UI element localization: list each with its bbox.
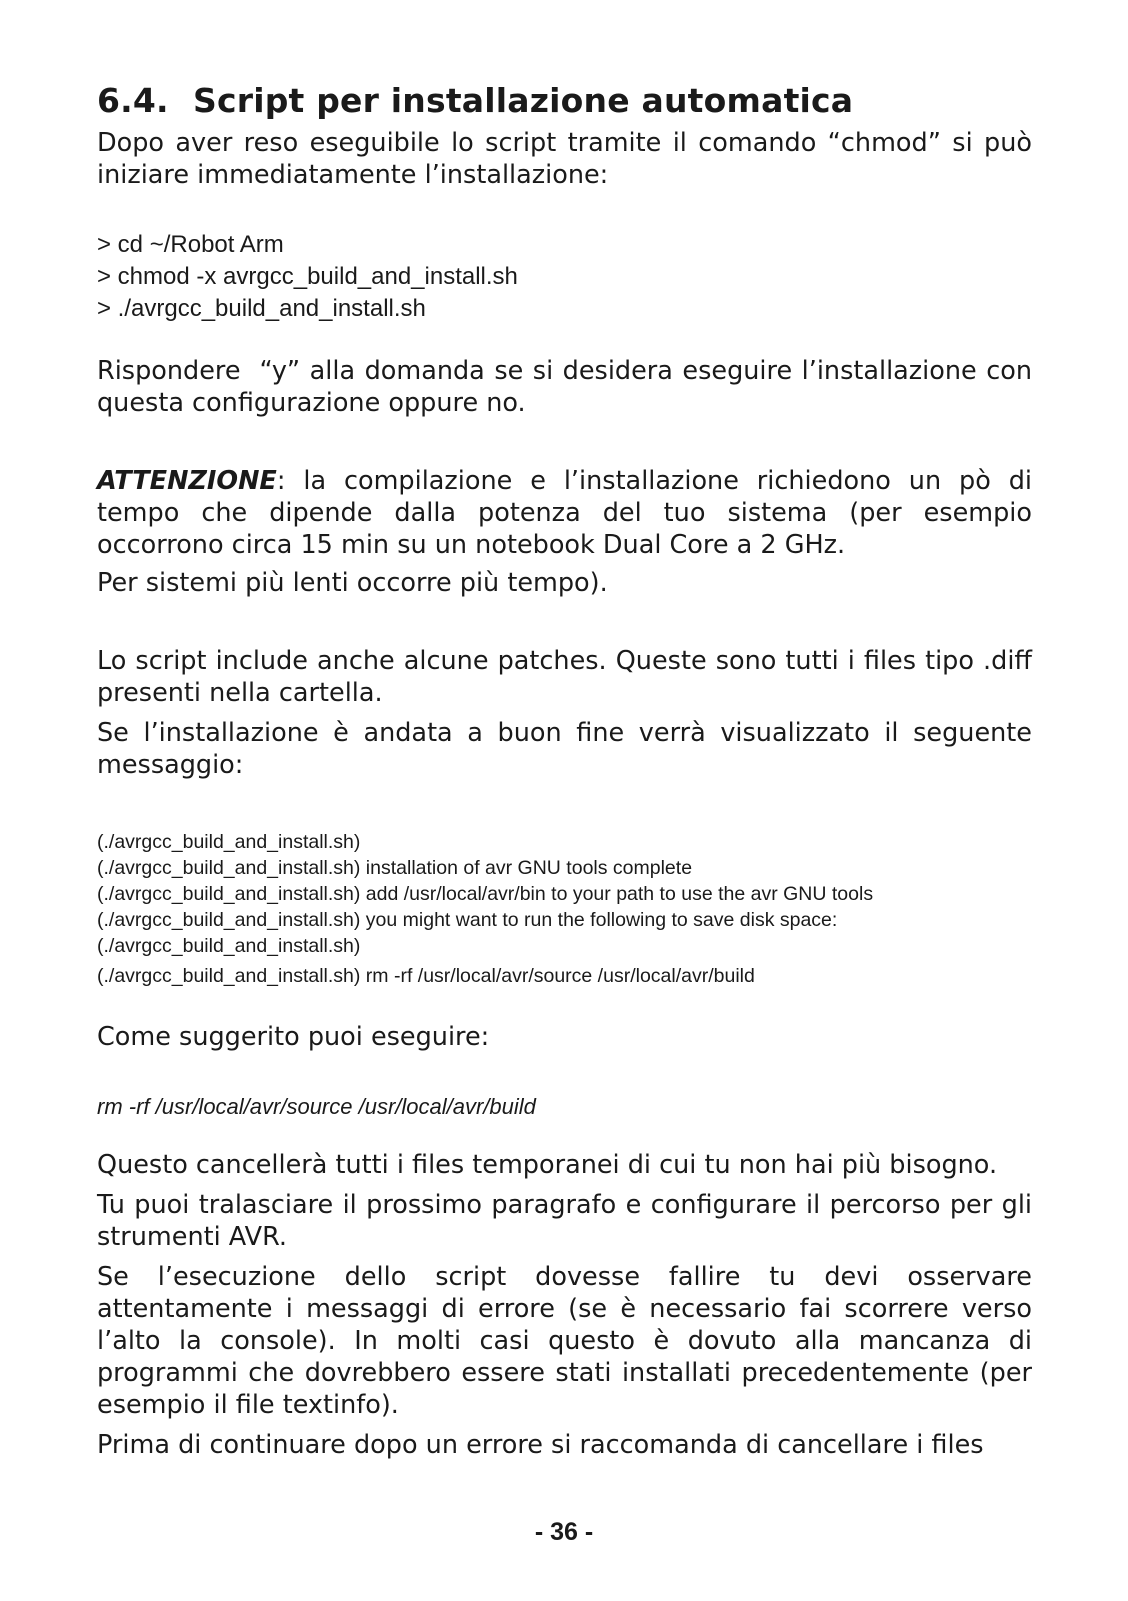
log-line: (./avrgcc_build_and_install.sh) add /usr/local/avr/bin to your path to use the avr GNU tools	[97, 883, 874, 906]
command-line: > cd ~/Robot Arm	[97, 231, 284, 259]
rm-command: rm -rf /usr/local/avr/source /usr/local/avr/build	[97, 1094, 536, 1120]
page-number: - 36 -	[534, 1518, 594, 1546]
skip-paragraph: Tu puoi tralasciare il prossimo paragrafo e configurare il percorso per gli strumenti AVR.	[97, 1190, 1032, 1253]
intro-paragraph: Dopo aver reso eseguibile lo script tramite il comando “chmod” si può iniziare immediatamente l’installazione:	[97, 128, 1032, 191]
log-line: (./avrgcc_build_and_install.sh)	[97, 831, 361, 854]
before-paragraph: Prima di continuare dopo un errore si raccomanda di cancellare i files	[97, 1430, 984, 1461]
patches-paragraph: Lo script include anche alcune patches. Queste sono tutti i files tipo .diff presenti nella cartella.	[97, 646, 1032, 709]
log-line: (./avrgcc_build_and_install.sh)	[97, 935, 361, 958]
section-number: 6.4.	[97, 81, 169, 120]
log-line: (./avrgcc_build_and_install.sh) installation of avr GNU tools complete	[97, 857, 693, 880]
suggest-paragraph: Come suggerito puoi eseguire:	[97, 1022, 490, 1053]
command-line: > ./avrgcc_build_and_install.sh	[97, 295, 426, 323]
warning-text: : la compilazione e l’installazione richiedono un pò di tempo che dipende dalla potenza del tuo sistema (per esempio occorrono circa 15 min su un notebook Dual Core a 2 GHz.	[97, 466, 1032, 561]
log-block	[97, 829, 1032, 989]
section-heading	[97, 80, 1032, 121]
page-content	[97, 80, 1041, 1461]
answer-paragraph: Rispondere “y” alla domanda se si desidera eseguire l’installazione con questa configurazione oppure no.	[97, 356, 1041, 419]
fail-paragraph: Se l’esecuzione dello script dovesse fallire tu devi osservare attentamente i messaggi di errore (se è necessario fai scorrere verso l’alto la console). In molti casi questo è dovuto alla mancanza di programmi che dovrebbero essere stati installati precedentemente (per esempio il file textinfo).	[97, 1262, 1032, 1421]
slow-systems-paragraph: Per sistemi più lenti occorre più tempo).	[97, 568, 608, 599]
delete-paragraph: Questo cancellerà tutti i files temporanei di cui tu non hai più bisogno.	[97, 1150, 998, 1181]
command-line: > chmod -x avrgcc_build_and_install.sh	[97, 263, 518, 291]
log-line: (./avrgcc_build_and_install.sh) you might want to run the following to save disk space:	[97, 909, 838, 932]
success-paragraph: Se l’installazione è andata a buon fine verrà visualizzato il seguente messaggio:	[97, 718, 1032, 781]
warning-paragraph	[97, 465, 1032, 561]
section-title: Script per installazione automatica	[193, 81, 854, 120]
warning-label: ATTENZIONE	[97, 466, 277, 497]
log-line: (./avrgcc_build_and_install.sh) rm -rf /usr/local/avr/source /usr/local/avr/build	[97, 965, 755, 988]
command-block	[97, 229, 1032, 325]
